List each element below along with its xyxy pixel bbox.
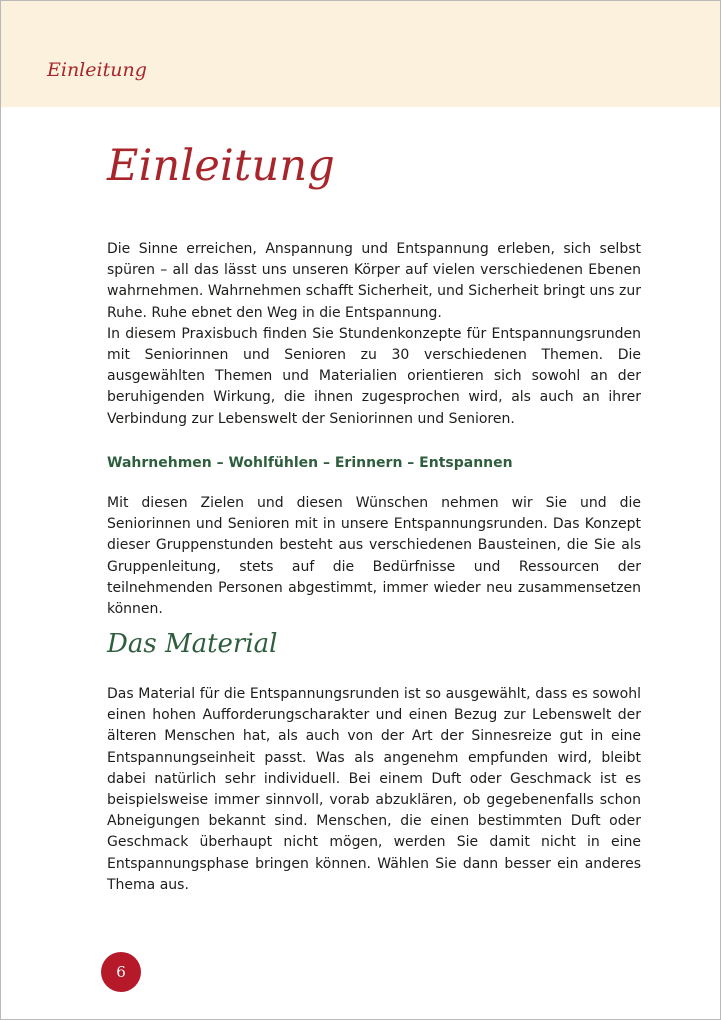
chapter-title: Einleitung bbox=[107, 141, 335, 191]
running-head: Einleitung bbox=[47, 59, 147, 81]
goals-heading: Wahrnehmen – Wohlfühlen – Erinnern – Entspannen bbox=[107, 455, 513, 471]
intro-paragraph-2: In diesem Praxisbuch finden Sie Stundenkonzepte für Entspannungsrunden mit Seniorinnen und Senioren zu 30 verschiedenen Themen. Die ausgewählten Themen und Materialien orientieren sich sowohl an der beruhigenden Wirkung, die ihnen zugesprochen wird, als auch an ihrer Verbindung zur Lebenswelt der Seniorinnen und Senioren. bbox=[107, 325, 641, 427]
intro-paragraph-1: Die Sinne erreichen, Anspannung und Entspannung erleben, sich selbst spüren – all das lässt uns unseren Körper auf vielen verschiedenen Ebenen wahrnehmen. Wahrnehmen schafft Sicherheit, und Sicherheit bringt uns zur Ruhe. Ruhe ebnet den Weg in die Entspannung. bbox=[107, 241, 641, 321]
goals-paragraph: Mit diesen Zielen und diesen Wünschen nehmen wir Sie und die Seniorinnen und Senioren mit in unsere Entspannungsrunden. Das Konzept dieser Gruppenstunden besteht aus verschiedenen Bausteinen, die Sie als Gruppenleitung, stets auf die Bedürfnisse und Ressourcen der teilnehmenden Personen abgestimmt, immer wieder neu zusammensetzen können. bbox=[107, 495, 641, 618]
intro-text bbox=[107, 239, 641, 430]
material-heading: Das Material bbox=[107, 629, 278, 659]
material-text bbox=[107, 684, 641, 896]
page-number-badge: 6 bbox=[101, 952, 141, 992]
material-paragraph: Das Material für die Entspannungsrunden ist so ausgewählt, dass es sowohl einen hohen Aufforderungscharakter und einen Bezug zur Lebenswelt der älteren Menschen hat, als auch von der Art der Sinnesreize gut in eine Entspannungseinheit passt. Was als angenehm empfunden wird, bleibt dabei natürlich sehr individuell. Bei einem Duft oder Geschmack ist es beispielsweise immer sinnvoll, vorab abzuklären, ob gegebenenfalls schon Abneigungen bekannt sind. Menschen, die einen bestimmten Duft oder Geschmack überhaupt nicht mögen, werden Sie damit nicht in eine Entspannungsphase bringen können. Wählen Sie dann besser ein anderes Thema aus. bbox=[107, 686, 641, 893]
header-band bbox=[1, 1, 720, 107]
goals-text bbox=[107, 493, 641, 620]
